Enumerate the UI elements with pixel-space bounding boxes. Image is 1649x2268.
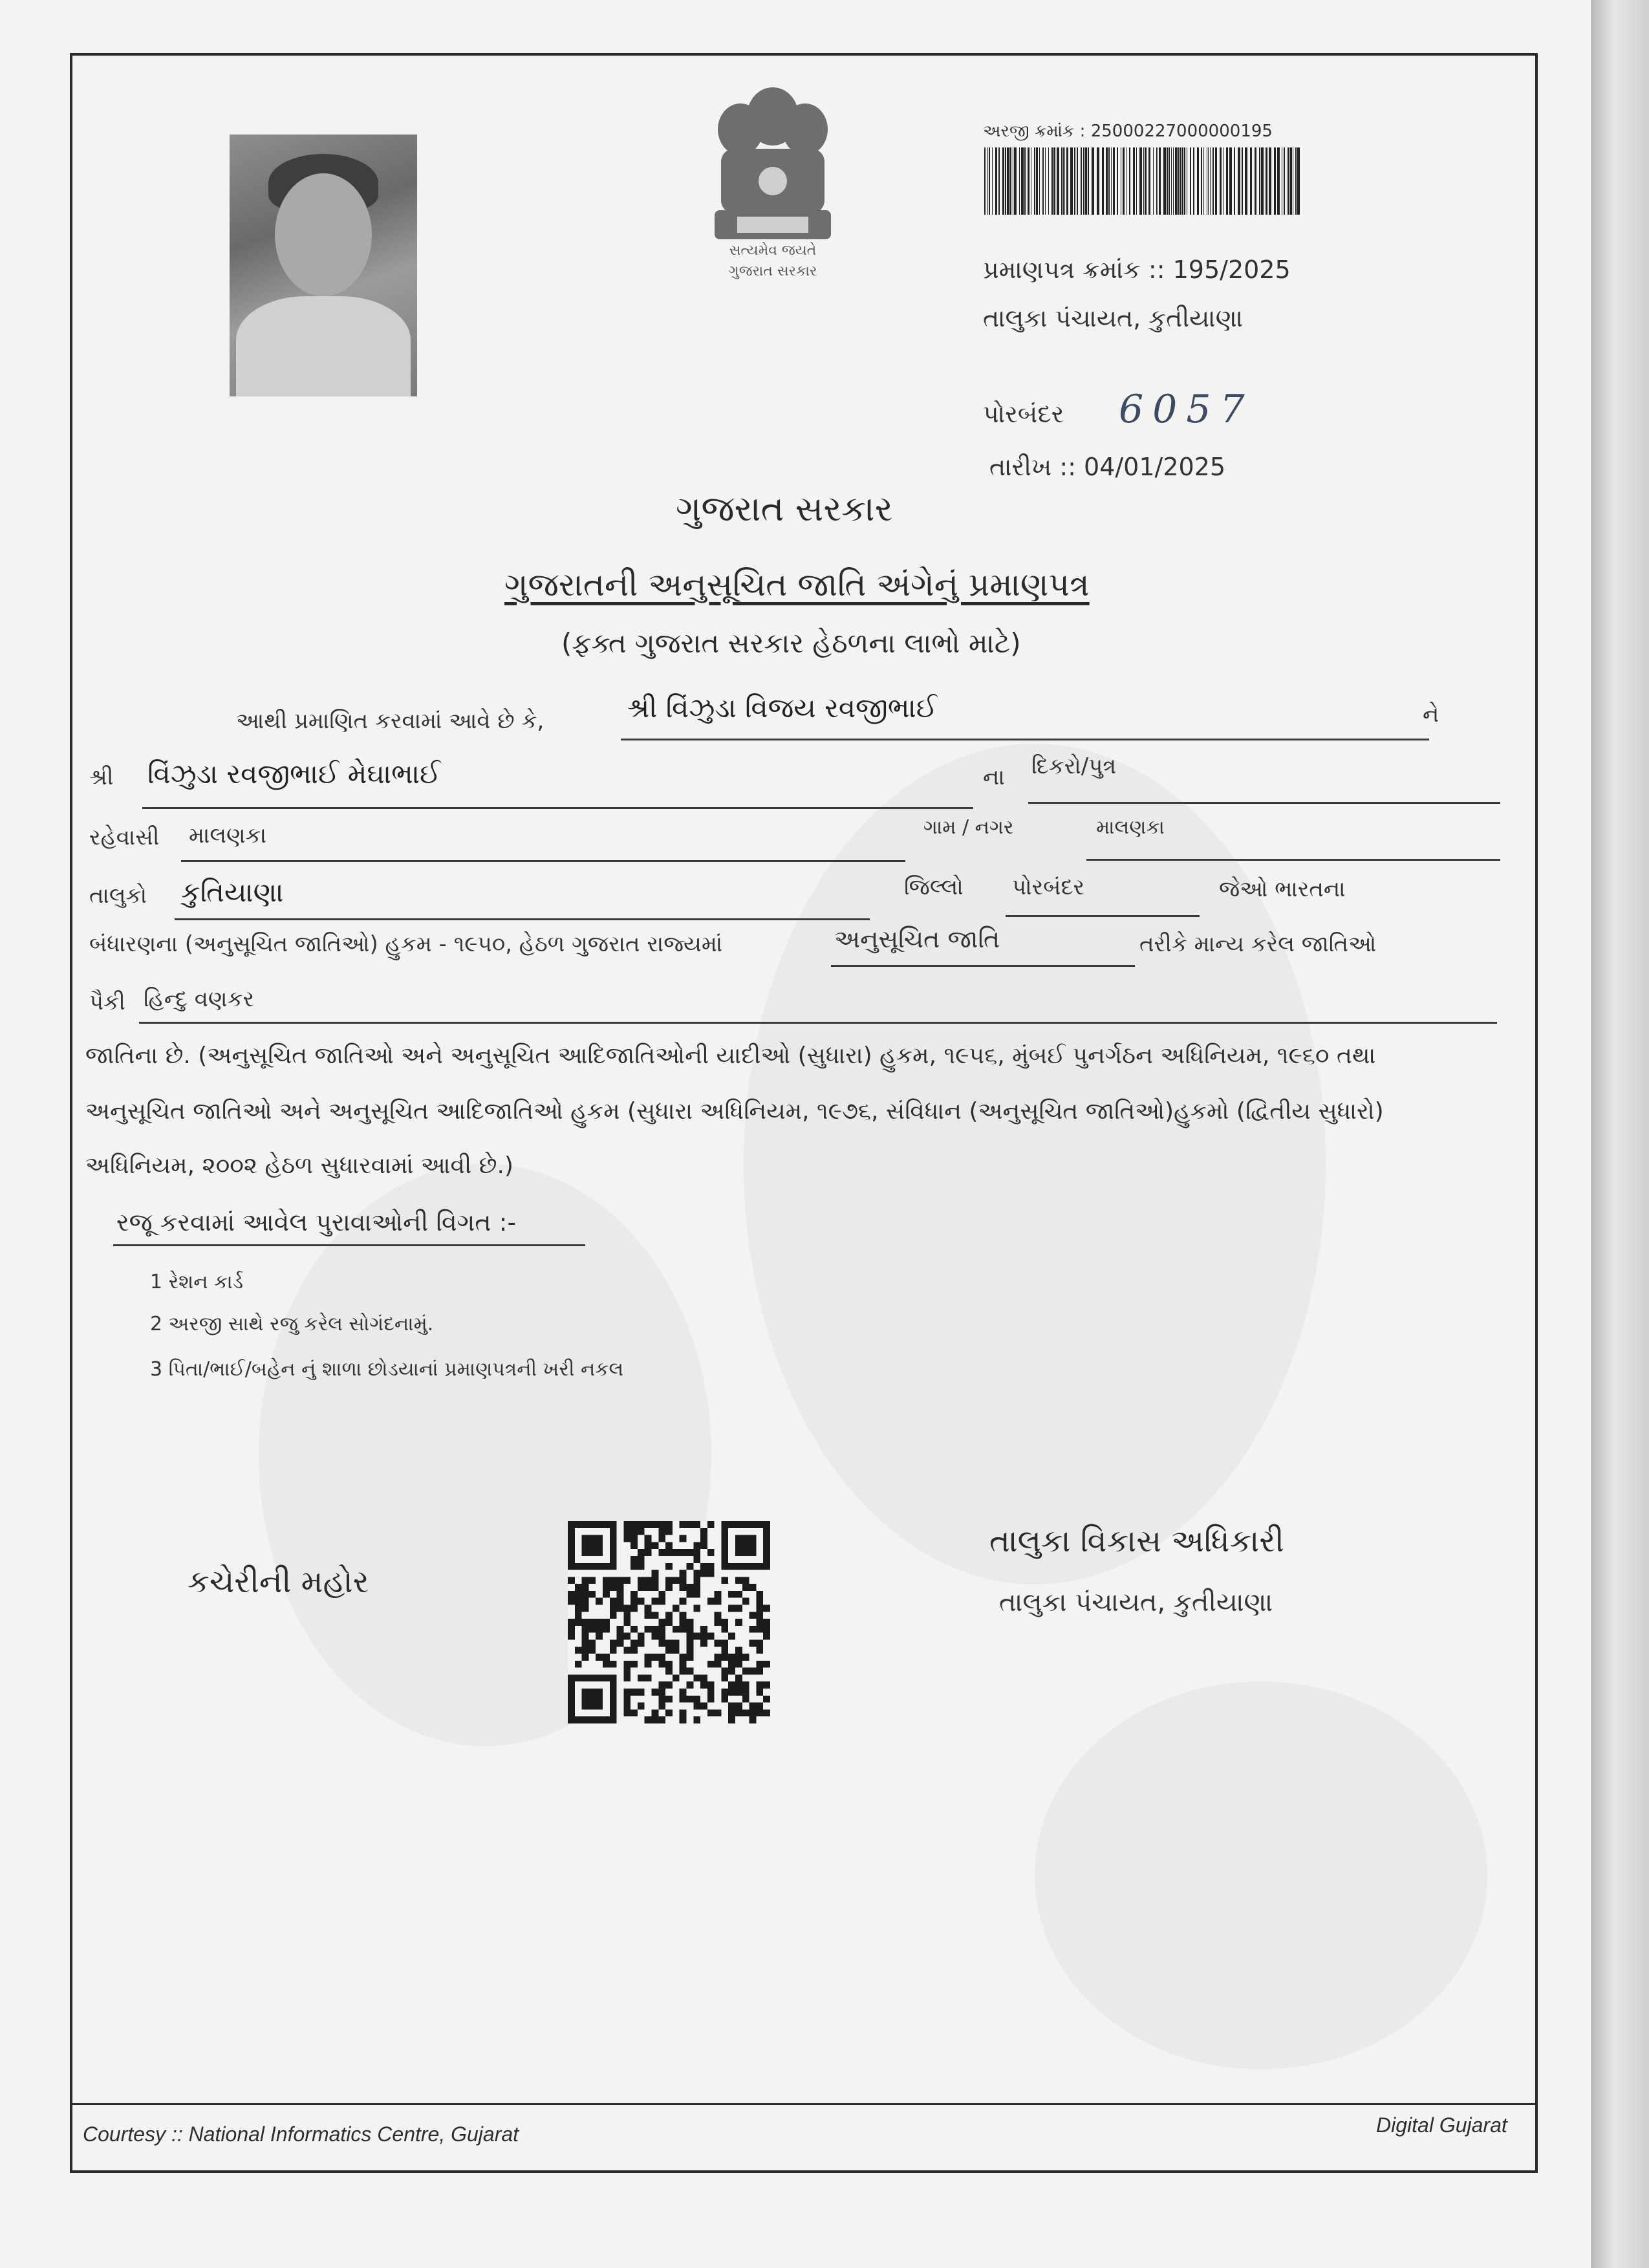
office-seal-label: કચેરીની મહોર [188,1564,369,1600]
evidence-heading: રજૂ કરવામાં આવેલ પુરાવાઓની વિગત :- [116,1208,517,1237]
resident-underline [181,860,905,862]
handwritten-outward-number: 6057 [1119,387,1254,432]
caste-underline [139,1022,1497,1024]
emblem-caption [685,241,860,282]
footer-divider [72,2103,1535,2105]
outward-label: પોરબંદર [983,400,1064,428]
parent-name-underline [142,807,973,809]
na-text: ના [983,764,1005,790]
caste-value: હિન્દુ વણકર [144,986,255,1012]
intro-text: આથી પ્રમાણિત કરવામાં આવે છે કે, [236,708,544,734]
resident-value: માલણકા [189,823,267,848]
ne-text: ને [1423,702,1439,728]
body-line-3: અધિનિયમ, ૨૦૦૨ હેઠળ સુધારવામાં આવી છે.) [85,1152,513,1179]
constitution-text: બંધારણના (અનુસૂચિત જાતિઓ) હુકમ - ૧૯૫૦, હેઠળ ગુજરાત રાજ્યમાં [89,931,723,957]
district-value: પોરબંદર [1012,874,1085,900]
shri-label: શ્રી [89,764,114,790]
applicant-photo [230,135,417,396]
footer-courtesy: Courtesy :: National Informatics Centre, Gujarat [83,2122,519,2146]
among-label: પૈકી [89,989,125,1015]
footer-digital-gujarat: Digital Gujarat [1376,2113,1507,2137]
body-line-2: અનુસૂચિત જાતિઓ અને અનુસૂચિત આદિજાતિઓ હુકમ (સુધારા અધિનિયમ, ૧૯૭૬, સંવિધાન (અનુસૂચિત જાતિઓ)હુકમો (દ્વિતીય સુધારો) [85,1098,1384,1125]
issue-date: તારીખ :: 04/01/2025 [989,453,1226,481]
certificate-number: પ્રમાણપત્ર ક્રમાંક :: 195/2025 [983,255,1291,284]
category-value: અનુસૂચિત જાતિ [834,925,1000,953]
body-line-1: જાતિના છે. (અનુસૂચિત જાતિઓ અને અનુસૂચિત આદિજાતિઓની યાદીઓ (સુધારા) હુકમ, ૧૯૫૬, મુંબઈ પુનર્ગઠન અધિનિયમ, ૧૯૬૦ તથા [85,1042,1376,1069]
village-value: માલણકા [1096,816,1165,839]
relation-underline [1028,802,1500,804]
relation-value: દિકરો/પુત્ર [1031,753,1117,779]
certificate-title: ગુજરાતની અનુસૂચિત જાતિ અંગેનું પ્રમાણપત્ર [504,566,1090,603]
district-label: જિલ્લો [904,874,964,900]
signing-officer: તાલુકા વિકાસ અધિકારી [989,1523,1284,1559]
qr-code-icon [568,1521,770,1723]
resident-label: રહેવાસી [89,825,160,850]
taluka-label: તાલુકો [89,883,147,909]
barcode-icon [983,147,1303,215]
district-underline [1006,915,1200,917]
signing-office: તાલુકા પંચાયત, કુતીયાણા [999,1588,1273,1617]
taluka-value: કુતિયાણા [181,876,284,908]
evidence-item-1: 1 રેશન કાર્ડ [150,1271,244,1293]
evidence-heading-underline [113,1244,585,1246]
application-number: અરજી ક્રમાંક : 25000227000000195 [983,122,1273,141]
taluka-underline [175,918,870,920]
category-underline [831,965,1135,967]
recognized-text: તરીકે માન્ય કરેલ જાતિઓ [1139,931,1377,957]
village-underline [1086,859,1500,861]
evidence-item-3: 3 પિતા/ભાઈ/બહેન નું શાળા છોડયાનાં પ્રમાણપત્રની ખરી નકલ [150,1358,624,1381]
issuing-office-top: તાલુકા પંચાયત, કુતીયાણા [983,304,1244,332]
emblem-government: ગુજરાત સરકાર [728,263,817,279]
who-india-text: જેઓ ભારતના [1219,876,1346,902]
certificate-subtitle: (ફક્ત ગુજરાત સરકાર હેઠળના લાભો માટે) [561,627,1021,659]
evidence-item-2: 2 અરજી સાથે રજુ કરેલ સોગંદનામું. [150,1313,434,1335]
village-label: ગામ / નગર [923,816,1014,839]
holder-name-underline [621,739,1429,740]
holder-name: શ્રી વિંઝુડા વિજય રવજીભાઈ [627,692,938,724]
scan-binding-edge [1591,0,1649,2268]
government-title: ગુજરાત સરકાર [676,488,893,529]
emblem-motto: સત્યમેવ જયતે [729,243,817,259]
parent-name: વિંઝુડા રવજીભાઈ મેઘાભાઈ [147,758,441,790]
